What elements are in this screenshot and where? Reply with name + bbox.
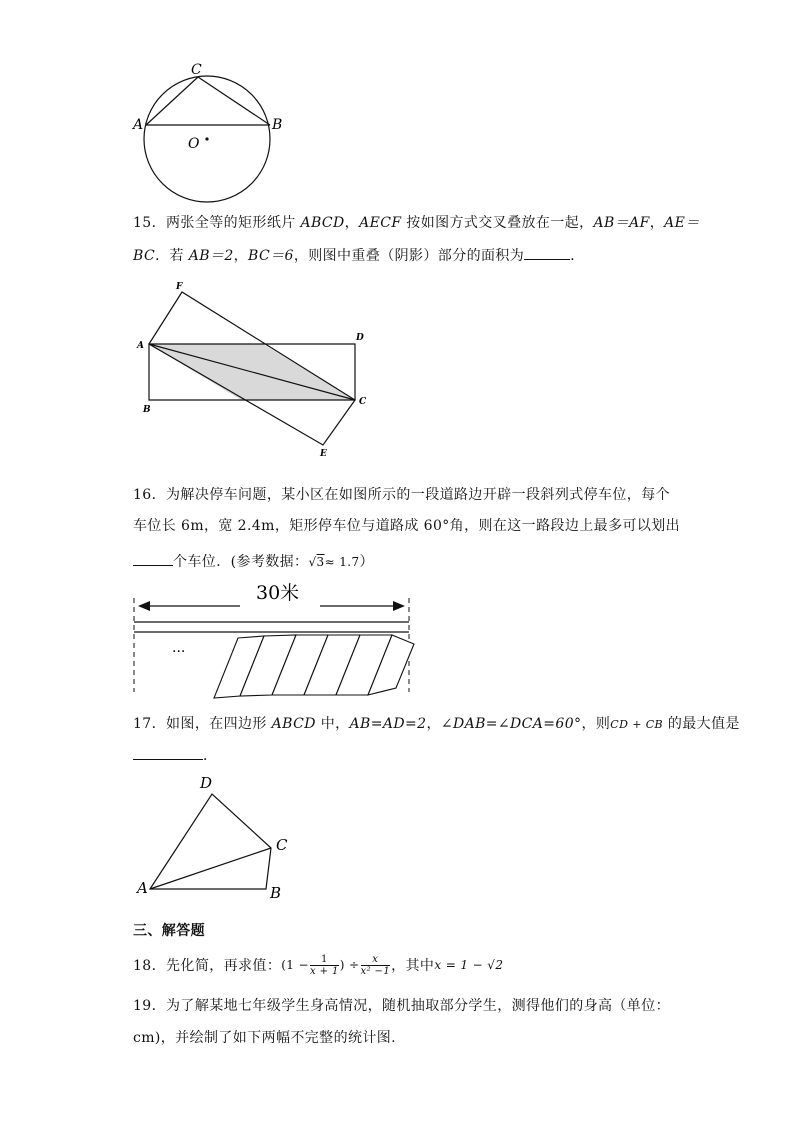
q15-mid: 按如图方式交叉叠放在一起， (401, 215, 594, 231)
label-b: B (272, 117, 283, 133)
chord-cb (198, 77, 270, 125)
length-label: 30米 (256, 582, 300, 604)
q17-abcd: ABCD (271, 716, 316, 732)
q18-fraction-1 (310, 954, 339, 977)
rectangles-figure (130, 278, 380, 463)
q19-line1: 19．为了解某地七年级学生身高情况，随机抽取部分学生，测得他们的身高（单位： (133, 998, 671, 1014)
label-f: F (176, 282, 183, 292)
label-d: D (200, 774, 213, 792)
q18-line (133, 950, 794, 980)
q16-answer-blank (133, 564, 173, 566)
q16-mid: 个车位．(参考数据： (173, 554, 309, 570)
q18-frac2-den: x² −1 (360, 965, 391, 977)
q16-line3 (133, 551, 794, 571)
ellipsis: ... (172, 640, 186, 656)
q15-end: ，则图中重叠（阴影）部分的面积为 (293, 248, 525, 264)
q18-open: (1 − (281, 958, 310, 972)
q17-d: ，则 (581, 716, 611, 732)
label-o: O (188, 136, 200, 152)
q17-angle: ∠DAB=∠DCA=60° (440, 716, 582, 732)
section-heading: 三、解答题 (133, 923, 205, 939)
q18-frac1-den: x + 1 (310, 965, 339, 977)
q15-aecf: AECF (359, 215, 402, 231)
q17-line1 (133, 713, 794, 733)
q15-eq1: AB＝AF (593, 215, 650, 231)
q18-prefix: 18．先化简，再求值： (133, 958, 282, 974)
chord-ac (146, 77, 198, 125)
q17-cond: AB=AD=2 (349, 716, 427, 732)
q17-a: 17．如图，在四边形 (133, 716, 272, 732)
circle-figure (120, 55, 310, 205)
q15-tail: ． (570, 248, 585, 264)
q15-mid2: ．若 (155, 248, 189, 264)
q19-line2: cm)，并绘制了如下两幅不完整的统计图. (133, 1030, 397, 1046)
q18-mid-op: ) ÷ (339, 958, 360, 972)
label-c: C (276, 836, 288, 854)
label-c: C (191, 62, 202, 78)
quadrilateral-figure (130, 772, 300, 902)
q17-expr: CD + CB (610, 718, 664, 731)
q16-approx: ≈ 1.7 (324, 555, 360, 569)
q16-line1: 16．为解决停车问题，某小区在如图所示的一段道路边开辟一段斜列式停车位，每个 (133, 487, 671, 503)
q18-frac2-num: x (361, 954, 391, 966)
parking-spaces (214, 635, 414, 698)
arrow-right-head (393, 601, 405, 611)
center-point (205, 137, 208, 140)
label-a: A (137, 879, 148, 897)
arrow-left-head (138, 601, 150, 611)
q15-sep3: ， (233, 248, 249, 264)
label-a: A (137, 341, 144, 351)
q17-line2 (133, 745, 794, 765)
q18-mid: ，其中 (391, 958, 435, 974)
q15-prefix: 15．两张全等的矩形纸片 (133, 215, 301, 231)
q17-b: 中， (315, 716, 350, 732)
q18-fraction-2 (361, 954, 391, 977)
label-c: C (359, 397, 367, 407)
q15-line2 (133, 245, 794, 265)
quadrilateral-abcd (150, 794, 271, 889)
q15-answer-blank (524, 258, 570, 260)
diagonal-ac (150, 848, 271, 889)
q17-end: ． (203, 748, 218, 764)
label-e: E (320, 449, 327, 459)
q17-answer-blank (133, 758, 203, 760)
q17-e: 的最大值是 (663, 716, 740, 732)
sqrt3: √3 (308, 555, 325, 569)
label-b: B (143, 405, 151, 415)
q15-sep2: ， (649, 215, 665, 231)
q15-cond1: AB＝2 (188, 248, 234, 264)
q18-value: x = 1 − √2 (434, 958, 504, 972)
q15-cond2: BC＝6 (248, 248, 294, 264)
label-b: B (270, 884, 282, 902)
q16-line2: 车位长 6m，宽 2.4m，矩形停车位与道路成 60°角，则在这一路段边上最多可以划出 (133, 518, 681, 534)
q15-sep1: ， (344, 215, 360, 231)
q15-eq2: AE＝ (664, 215, 700, 231)
q15-bc: BC (133, 248, 156, 264)
q17-c: ， (426, 716, 441, 732)
label-d: D (356, 333, 364, 343)
q18-frac1-num: 1 (310, 954, 339, 966)
q15-abcd: ABCD (300, 215, 345, 231)
q15-line1 (133, 212, 794, 232)
parking-figure (128, 578, 420, 702)
q16-end: ） (359, 554, 374, 570)
label-a: A (133, 117, 144, 133)
